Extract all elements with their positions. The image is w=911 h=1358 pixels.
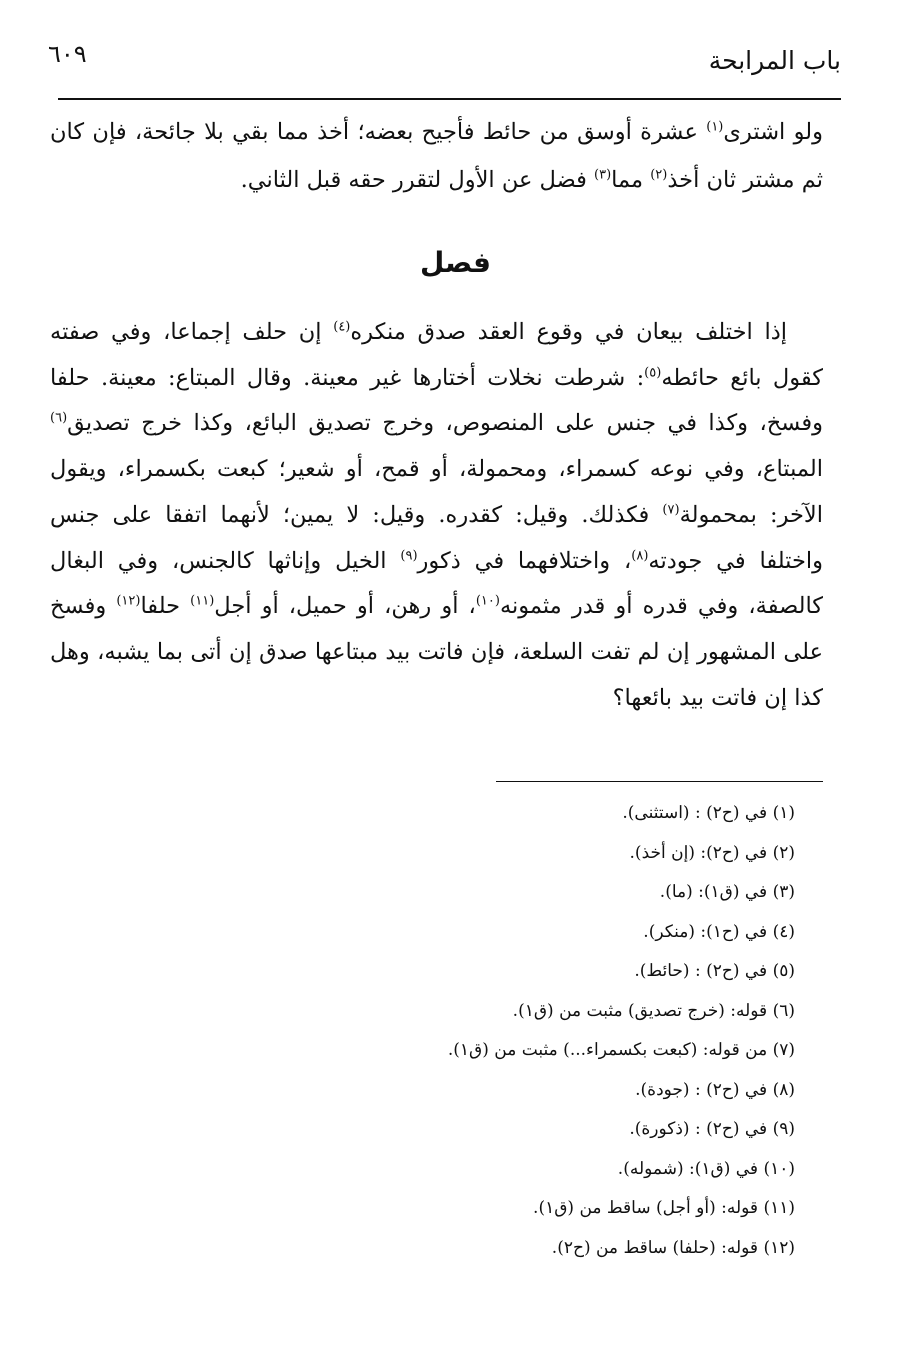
footnote-ref-3: (٣) xyxy=(594,167,612,183)
footnote-3: (٣) في (ق١): (ما). xyxy=(659,882,795,902)
footnote-ref-8: (٨) xyxy=(631,548,649,564)
main-segment-6: ، واختلافهما في ذكور xyxy=(417,547,632,574)
chapter-title: باب المرابحة xyxy=(708,46,841,75)
intro-part-4: فضل عن الأول لتقرر حقه قبل الثاني. xyxy=(240,167,594,193)
main-segment-9: حلفا xyxy=(140,593,191,620)
footnote-ref-5: (٥) xyxy=(644,365,662,381)
intro-paragraph xyxy=(50,108,823,204)
page-number: ٦٠٩ xyxy=(48,40,87,68)
footnote-5: (٥) في (ح٢) : (حائط). xyxy=(634,961,795,981)
main-segment-2: إن حلف إجماعا، وفي صفته كقول بائع حائطه xyxy=(50,319,823,391)
main-paragraph xyxy=(50,310,823,721)
main-segment-5: فكذلك. وقيل: كقدره. وقيل: لا يمين؛ لأنهما اتفقا على جنس واختلفا في جودته xyxy=(50,501,823,574)
intro-part-1: ولو اشترى xyxy=(723,119,823,145)
footnote-9: (٩) في (ح٢) : (ذكورة). xyxy=(629,1119,795,1139)
footnote-ref-1: (١) xyxy=(706,119,724,135)
footnotes-list xyxy=(50,794,795,1268)
page-header xyxy=(40,36,841,92)
intro-part-2: عشرة أوسق من حائط فأجيح بعضه؛ أخذ مما بقي بلا جائحة، فإن كان ثم مشتر ثان أخذ xyxy=(50,119,823,193)
main-segment-10: وفسخ على المشهور إن لم تفت السلعة، فإن فاتت بيد مبتاعها صدق إن أتى بما يشبه، وهل كذا إن فاتت بيد بائعها؟ xyxy=(50,593,823,711)
footnote-ref-12: (١٢) xyxy=(116,593,141,609)
main-segment-3: : شرطت نخلات أختارها غير معينة. وقال المبتاع: معينة. حلفا وفسخ، وكذا في جنس على المنصوص، وخرج تصديق البائع، وكذا خرج تصديق xyxy=(50,364,823,437)
footnote-ref-7: (٧) xyxy=(662,502,680,518)
footnote-ref-2: (٢) xyxy=(650,167,668,183)
footnote-ref-11: (١١) xyxy=(190,593,215,609)
section-title: فصل xyxy=(420,246,491,279)
footnote-ref-10: (١٠) xyxy=(475,593,500,609)
footnote-6: (٦) قوله: (خرج تصديق) مثبت من (ق١). xyxy=(512,1000,795,1021)
footnote-2: (٢) في (ح٢): (إن أخذ). xyxy=(629,842,795,863)
main-segment-1: إذا اختلف بيعان في وقوع العقد صدق منكره xyxy=(350,319,787,345)
footnote-11: (١١) قوله: (أو أجل) ساقط من (ق١). xyxy=(533,1198,795,1218)
footnote-ref-4: (٤) xyxy=(333,319,351,335)
main-segment-7: الخيل وإناثها كالجنس، وفي البغال كالصفة، وفي قدره أو قدر مثمونه xyxy=(50,547,824,620)
footnote-12: (١٢) قوله: (حلفا) ساقط من (ح٢). xyxy=(551,1237,795,1258)
footnote-10: (١٠) في (ق١): (شموله). xyxy=(617,1158,795,1179)
header-rule xyxy=(58,98,841,100)
intro-text xyxy=(50,108,823,204)
footnote-ref-6: (٦) xyxy=(50,410,68,426)
main-segment-4: المبتاع، وفي نوعه كسمراء، ومحمولة، أو قمح، أو شعير؛ كبعت بكسمراء، ويقول الآخر: بمحمولة xyxy=(50,456,823,528)
footnote-7: (٧) من قوله: (كبعت بكسمراء...) مثبت من (ق١). xyxy=(447,1040,795,1060)
footnote-8: (٨) في (ح٢) : (جودة). xyxy=(635,1079,795,1100)
main-segment-8: ، أو رهن، أو حميل، أو أجل xyxy=(214,593,476,620)
main-text xyxy=(50,310,823,721)
intro-part-3: مما xyxy=(611,167,651,193)
footnote-separator xyxy=(496,781,823,782)
footnote-4: (٤) في (ح١): (منكر). xyxy=(643,921,795,942)
footnote-1: (١) في (ح٢) : (استثنى). xyxy=(622,803,795,823)
footnote-ref-9: (٩) xyxy=(400,548,418,564)
